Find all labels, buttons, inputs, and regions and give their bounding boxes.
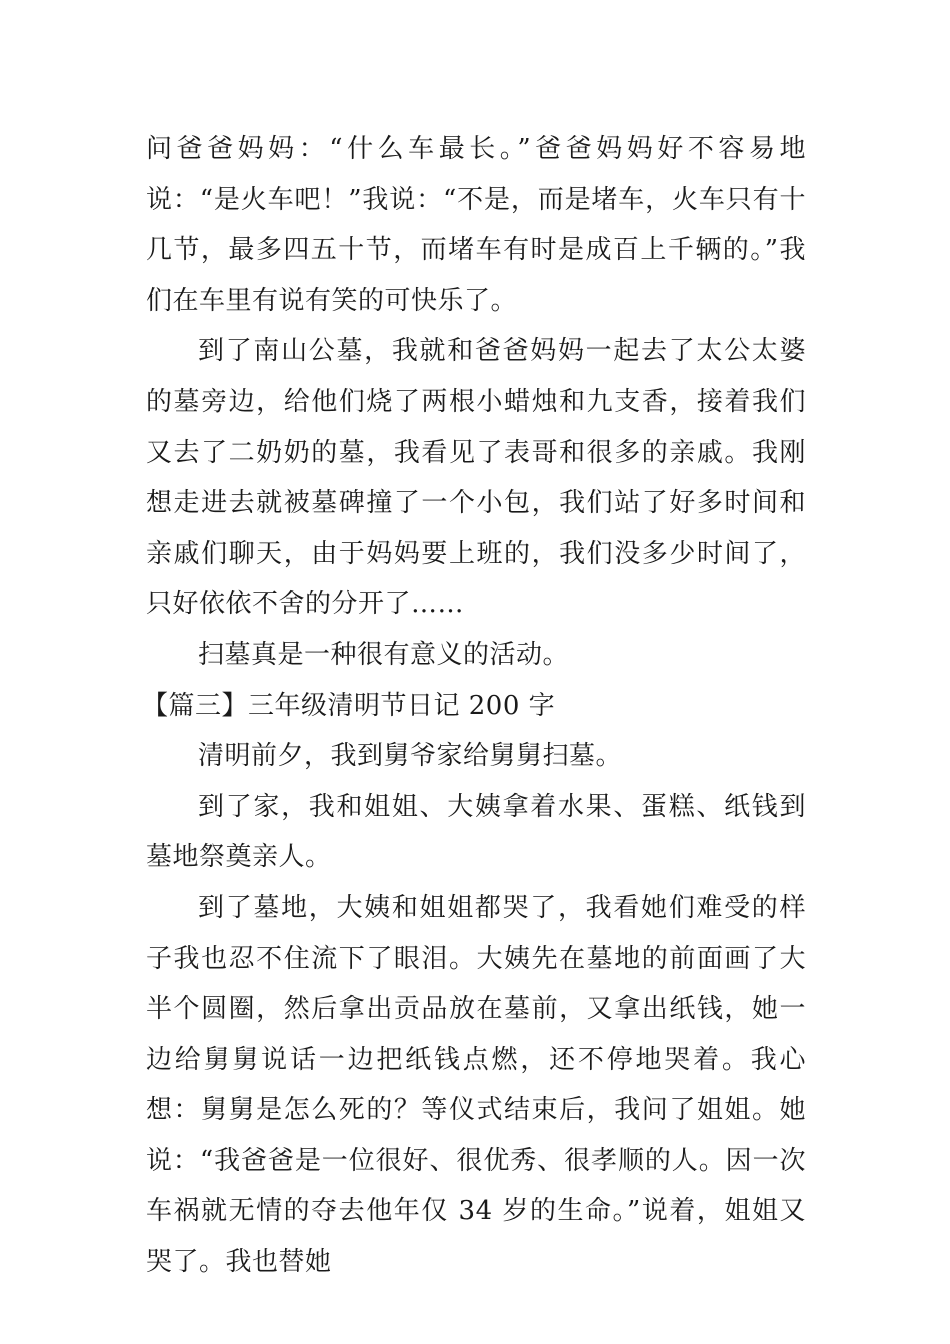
paragraph-arrive-home: 到了家，我和姐姐、大姨拿着水果、蛋糕、纸钱到墓地祭奠亲人。 (146, 791, 806, 873)
paragraph-at-cemetery: 到了墓地，大姨和姐姐都哭了，我看她们难受的样子我也忍不住流下了眼泪。大姨先在墓地的前面画了大半个圆圈，然后拿出贡品放在墓前，又拿出纸钱，她一边给舅舅说话一边把纸钱点燃，还不停地哭着。我心想：舅舅是怎么死的？等仪式结束后，我问了姐姐。她说：“我爸爸是一位很好、很优秀、很孝顺的人。因一次车祸就无情的夺去他年仅 34 岁的生命。”说着，姐姐又哭了。我也替她 (146, 892, 806, 1278)
section-heading: 【篇三】三年级清明节日记 200 字 (142, 690, 556, 721)
paragraph-meaningful-activity: 扫墓真是一种很有意义的活动。 (198, 639, 570, 670)
paragraph-continuation: 问爸爸妈妈：“什么车最长。”爸爸妈妈好不容易地说：“是火车吧！”我说：“不是，而是堵车，火车只有十几节，最多四五十节，而堵车有时是成百上千辆的。”我们在车里有说有笑的可快乐了。 (146, 134, 806, 316)
document-body (142, 124, 806, 1288)
paragraph-nanshan-cemetery: 到了南山公墓，我就和爸爸妈妈一起去了太公太婆的墓旁边，给他们烧了两根小蜡烛和九支香，接着我们又去了二奶奶的墓，我看见了表哥和很多的亲戚。我刚想走进去就被墓碑撞了一个小包，我们站了好多时间和亲戚们聊天，由于妈妈要上班的，我们没多少时间了，只好依依不舍的分开了…… (146, 336, 806, 620)
paragraph-qingming-eve: 清明前夕，我到舅爷家给舅舅扫墓。 (198, 741, 623, 772)
